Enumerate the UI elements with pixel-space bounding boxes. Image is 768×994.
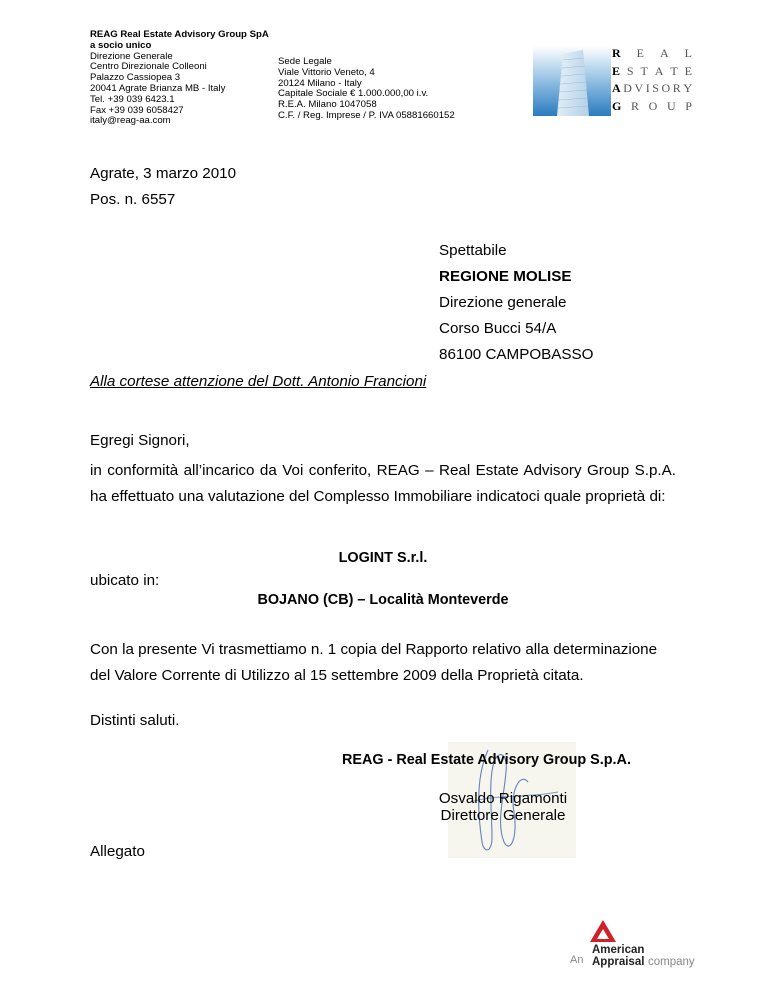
closing: Distinti saluti. bbox=[90, 712, 180, 729]
header-mid-line: C.F. / Reg. Imprese / P. IVA 05881660152 bbox=[278, 109, 455, 121]
signature-company: REAG - Real Estate Advisory Group S.p.A. bbox=[342, 752, 631, 768]
logo-wordmark bbox=[612, 46, 692, 116]
logo-word: A D V I S O R Y bbox=[612, 81, 692, 95]
paragraph-2-line: Con la presente Vi trasmettiamo n. 1 copia del Rapporto relativo alla determinazione bbox=[90, 641, 658, 658]
header-left-line: 20041 Agrate Brianza MB - Italy bbox=[90, 82, 226, 94]
paragraph-1: in conformità all’incarico da Voi conferito, REAG – Real Estate Advisory Group S.p.A. ha effettuato una valutazione del Complesso Immobiliare indicatoci quale proprietà di: bbox=[90, 462, 676, 506]
header-left-line: Fax +39 039 6058427 bbox=[90, 104, 184, 116]
logo-word: G R O U P bbox=[612, 98, 692, 113]
logo-word: R E A L bbox=[612, 46, 692, 60]
brand-american: American bbox=[592, 944, 645, 956]
brand-an: An bbox=[570, 954, 584, 966]
header-mid-line: Capitale Sociale € 1.000.000,00 i.v. bbox=[278, 88, 429, 100]
header-mid-line: R.E.A. Milano 1047058 bbox=[278, 99, 377, 111]
signatory-title: Direttore Generale bbox=[440, 807, 566, 824]
header-left-address bbox=[90, 30, 269, 127]
recipient-address bbox=[439, 238, 593, 368]
recipient-line: 86100 CAMPOBASSO bbox=[439, 346, 594, 363]
brand-appraisal: Appraisal bbox=[592, 956, 645, 968]
american-appraisal-logo bbox=[570, 920, 695, 972]
header-mid-line: Viale Vittorio Veneto, 4 bbox=[278, 66, 375, 78]
paragraph-2 bbox=[90, 637, 690, 689]
attention-line: Alla cortese attenzione del Dott. Antonio Francioni bbox=[90, 373, 427, 390]
header-left-line: Palazzo Cassiopea 3 bbox=[90, 72, 181, 84]
paragraph-2-line: del Valore Corrente di Utilizzo al 15 settembre 2009 della Proprietà citata. bbox=[90, 667, 584, 685]
greeting: Egregi Signori, bbox=[90, 432, 190, 449]
enclosure: Allegato bbox=[90, 843, 145, 860]
header-mid-line: 20124 Milano - Italy bbox=[278, 77, 362, 89]
building-logo-icon bbox=[533, 46, 611, 116]
recipient-line: Corso Bucci 54/A bbox=[439, 320, 557, 337]
located-label: ubicato in: bbox=[90, 572, 160, 589]
signatory bbox=[438, 790, 568, 824]
header-mid-line: Sede Legale bbox=[278, 56, 332, 67]
header-email[interactable]: italy@reag-aa.com bbox=[90, 115, 171, 127]
header-left-line: Tel. +39 039 6423.1 bbox=[90, 93, 175, 105]
place-date: Agrate, 3 marzo 2010 bbox=[90, 165, 237, 182]
owner-company: LOGINT S.r.l. bbox=[338, 550, 428, 566]
recipient-line: Spettabile bbox=[439, 242, 507, 259]
position-number: Pos. n. 6557 bbox=[90, 191, 176, 208]
property-location: BOJANO (CB) – Località Monteverde bbox=[257, 592, 509, 608]
header-left-line: Centro Direzionale Colleoni bbox=[90, 61, 207, 73]
triangle-logo-icon bbox=[590, 920, 616, 944]
brand-company: company bbox=[648, 956, 695, 968]
recipient-name: REGIONE MOLISE bbox=[439, 268, 572, 285]
header-registered-office bbox=[278, 57, 455, 122]
header-company-name: REAG Real Estate Advisory Group SpA bbox=[90, 29, 269, 40]
signatory-name: Osvaldo Rigamonti bbox=[438, 790, 568, 807]
reag-logo bbox=[533, 46, 692, 116]
recipient-line: Direzione generale bbox=[439, 294, 567, 311]
header-company-note: a socio unico bbox=[90, 39, 152, 51]
header-left-line: Direzione Generale bbox=[90, 50, 173, 62]
logo-word: E S T A T E bbox=[612, 63, 692, 78]
